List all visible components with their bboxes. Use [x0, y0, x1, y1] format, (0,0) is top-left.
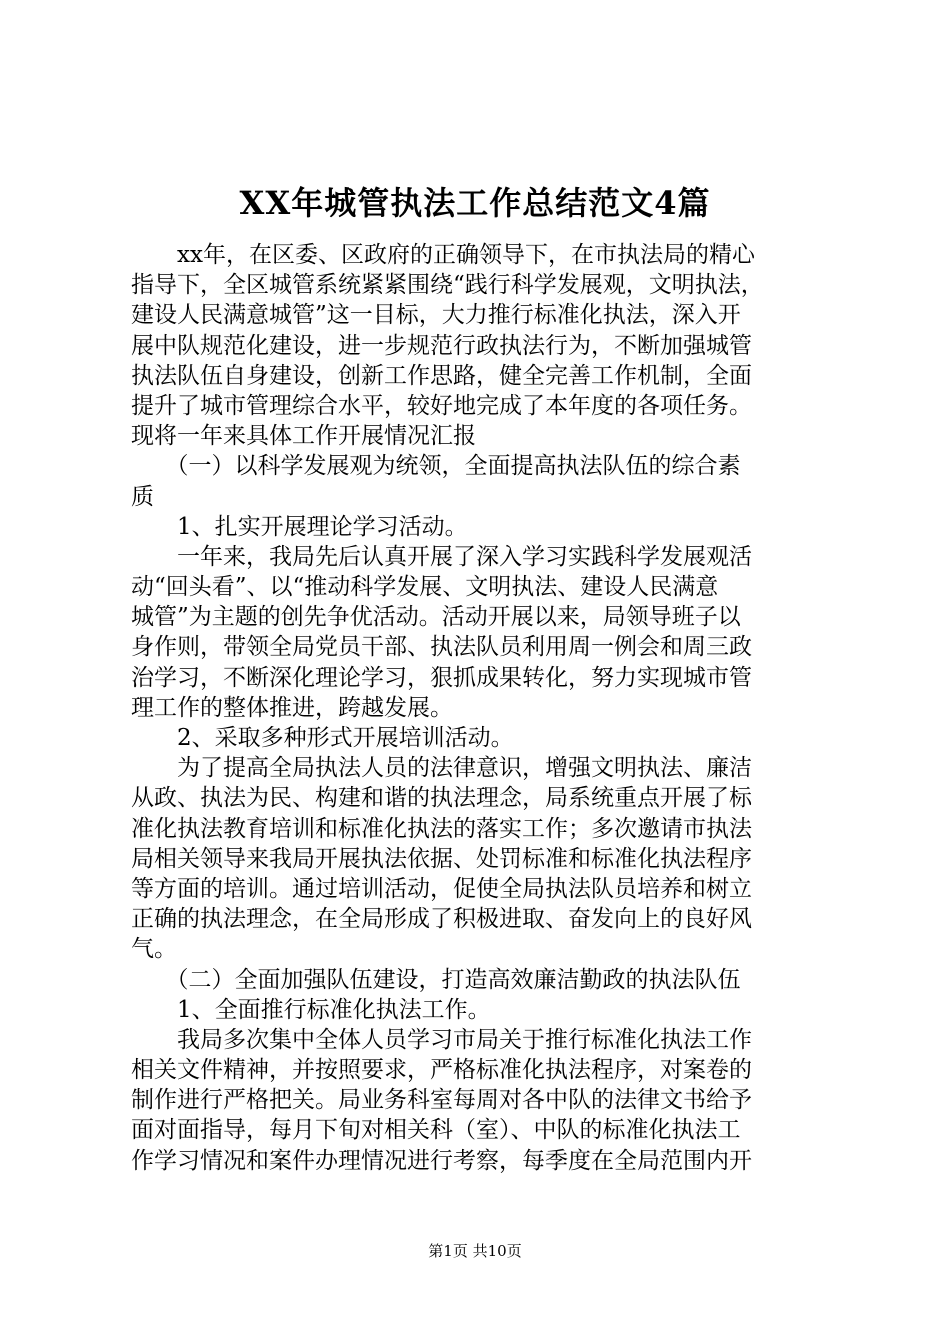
body-text-line: 建设人民满意城管”这一目标，大力推行标准化执法，深入开 — [131, 302, 741, 329]
body-text-line: 作学习情况和案件办理情况进行考察，每季度在全局范围内开 — [131, 1147, 752, 1174]
body-text-line: 正确的执法理念，在全局形成了积极进取、奋发向上的良好风 — [131, 906, 752, 933]
body-text-line: 1、扎实开展理论学习活动。 — [131, 513, 468, 540]
body-text-line: 2、采取多种形式开展培训活动。 — [131, 725, 514, 751]
body-text-line: 展中队规范化建设，进一步规范行政执法行为，不断加强城管 — [131, 332, 752, 359]
body-text-line: （一）以科学发展观为统领，全面提高执法队伍的综合素 — [131, 453, 741, 480]
body-text-line: 气。 — [131, 936, 177, 963]
body-text-line: 制作进行严格把关。局业务科室每周对各中队的法律文书给予 — [131, 1087, 752, 1114]
body-text-line: 身作则，带领全局党员干部、执法队员利用周一例会和周三政 — [131, 634, 752, 661]
body-text-line: 理工作的整体推进，跨越发展。 — [131, 694, 453, 721]
body-text-line: 我局多次集中全体人员学习市局关于推行标准化执法工作 — [131, 1026, 752, 1053]
body-text-line: 一年来，我局先后认真开展了深入学习实践科学发展观活 — [131, 543, 752, 570]
document-title: XX年城管执法工作总结范文4篇 — [239, 184, 711, 222]
body-text-line: 等方面的培训。通过培训活动，促使全局执法队员培养和树立 — [131, 875, 752, 902]
body-text-line: 治学习，不断深化理论学习，狠抓成果转化，努力实现城市管 — [131, 664, 752, 691]
body-text-line: xx年，在区委、区政府的正确领导下，在市执法局的精心 — [131, 242, 755, 268]
body-text-line: 面对面指导，每月下旬对相关科（室）、中队的标准化执法工 — [131, 1117, 741, 1144]
body-text-line: 现将一年来具体工作开展情况汇报 — [131, 423, 476, 450]
body-text-line: （二）全面加强队伍建设，打造高效廉洁勤政的执法队伍 — [131, 966, 741, 993]
body-text-line: 执法队伍自身建设，创新工作思路，健全完善工作机制，全面 — [131, 362, 752, 389]
body-text-line: 动“回头看”、以“推动科学发展、文明执法、建设人民满意 — [131, 574, 719, 601]
body-text-line: 质 — [131, 483, 154, 510]
body-text-line: 提升了城市管理综合水平，较好地完成了本年度的各项任务。 — [131, 392, 752, 419]
body-text-line: 从政、执法为民、构建和谐的执法理念，局系统重点开展了标 — [131, 785, 752, 812]
body-text-line: 为了提高全局执法人员的法律意识，增强文明执法、廉洁 — [131, 755, 752, 782]
page-footer: 第1页 共10页 — [428, 1242, 522, 1260]
body-text-line: 局相关领导来我局开展执法依据、处罚标准和标准化执法程序 — [131, 845, 752, 872]
body-text-line: 相关文件精神，并按照要求，严格标准化执法程序，对案卷的 — [131, 1057, 752, 1084]
body-text-line: 指导下，全区城管系统紧紧围绕“践行科学发展观，文明执法， — [131, 272, 764, 299]
body-text-line: 城管”为主题的创先争优活动。活动开展以来，局领导班子以 — [131, 604, 741, 631]
body-text-line: 准化执法教育培训和标准化执法的落实工作；多次邀请市执法 — [131, 815, 752, 842]
body-text-line: 1、全面推行标准化执法工作。 — [131, 996, 491, 1023]
document-body — [131, 240, 831, 1176]
